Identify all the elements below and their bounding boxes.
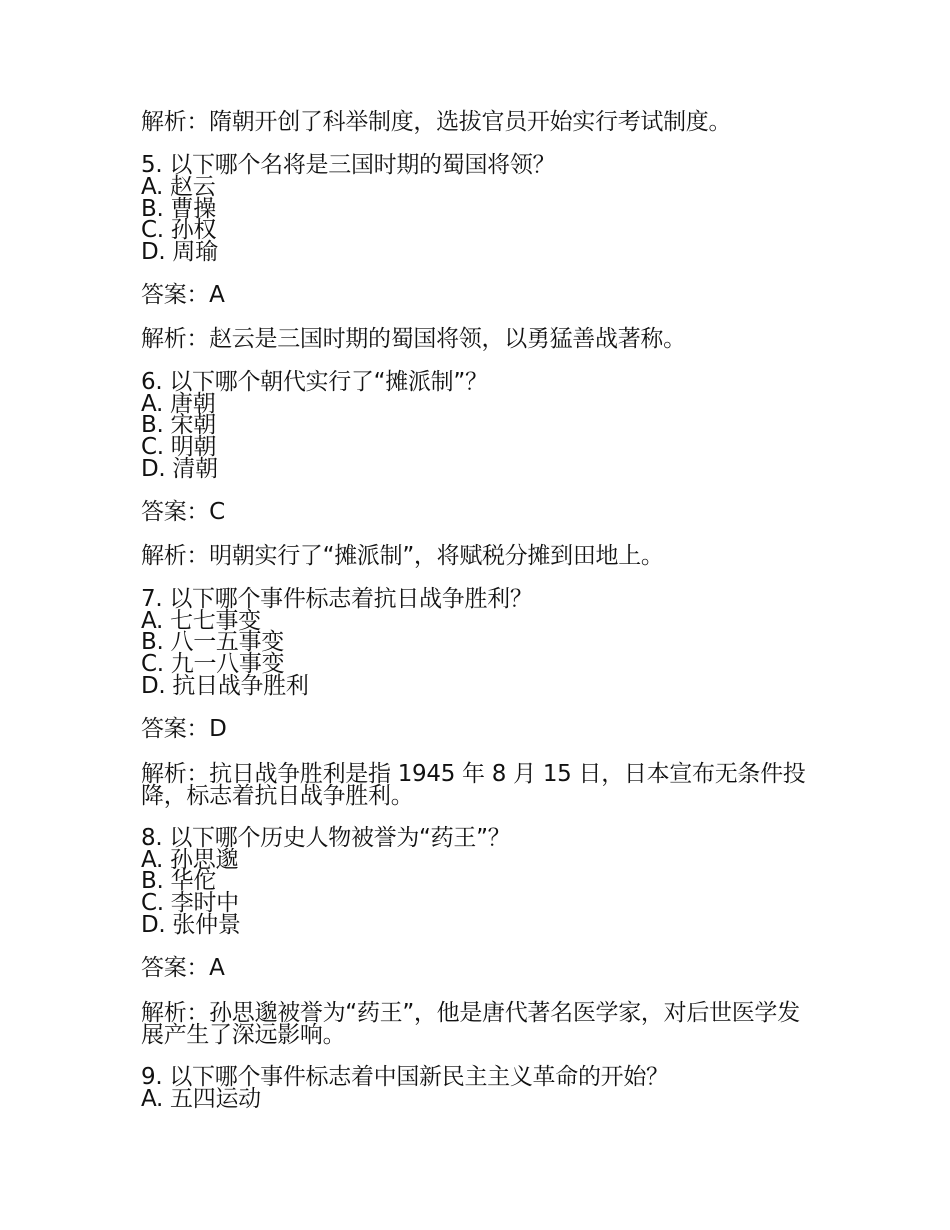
answer-option: C. 李时中 bbox=[141, 890, 239, 916]
answer-option: C. 明朝 bbox=[141, 434, 217, 460]
explanation-text: 解析：抗日战争胜利是指 1945 年 8 月 15 日，日本宣布无条件投降，标志着抗日战争胜利。 bbox=[141, 761, 806, 809]
answer-option: B. 八一五事变 bbox=[141, 629, 285, 655]
answer-option: A. 赵云 bbox=[141, 174, 216, 200]
question-stem: 9. 以下哪个事件标志着中国新民主主义革命的开始？ bbox=[141, 1064, 669, 1090]
answer-option: D. 抗日战争胜利 bbox=[141, 673, 309, 699]
answer-option: A. 孙思邈 bbox=[141, 847, 239, 873]
question-stem: 8. 以下哪个历史人物被誉为“药王”？ bbox=[141, 825, 511, 851]
answer-option: B. 华佗 bbox=[141, 868, 216, 894]
answer-option: A. 五四运动 bbox=[141, 1086, 261, 1112]
explanation-text: 解析：明朝实行了“摊派制”，将赋税分摊到田地上。 bbox=[141, 543, 664, 569]
answer-key: 答案：D bbox=[141, 716, 227, 742]
answer-option: D. 张仲景 bbox=[141, 912, 241, 938]
answer-option: C. 孙权 bbox=[141, 217, 217, 243]
question-stem: 6. 以下哪个朝代实行了“摊派制”？ bbox=[141, 369, 488, 395]
answer-key: 答案：C bbox=[141, 499, 225, 525]
question-stem: 7. 以下哪个事件标志着抗日战争胜利？ bbox=[141, 586, 533, 612]
explanation-text: 解析：赵云是三国时期的蜀国将领，以勇猛善战著称。 bbox=[141, 326, 686, 352]
answer-option: D. 清朝 bbox=[141, 456, 218, 482]
document-page bbox=[141, 0, 831, 1230]
answer-option: B. 曹操 bbox=[141, 196, 216, 222]
answer-option: D. 周瑜 bbox=[141, 239, 218, 265]
answer-option: A. 唐朝 bbox=[141, 391, 216, 417]
answer-option: C. 九一八事变 bbox=[141, 651, 285, 677]
explanation-text: 解析：孙思邈被誉为“药王”，他是唐代著名医学家，对后世医学发展产生了深远影响。 bbox=[141, 1000, 800, 1048]
question-stem: 5. 以下哪个名将是三国时期的蜀国将领？ bbox=[141, 152, 556, 178]
answer-key: 答案：A bbox=[141, 282, 225, 308]
answer-option: B. 宋朝 bbox=[141, 412, 216, 438]
answer-option: A. 七七事变 bbox=[141, 608, 261, 634]
answer-key: 答案：A bbox=[141, 955, 225, 981]
explanation-text: 解析：隋朝开创了科举制度，选拔官员开始实行考试制度。 bbox=[141, 109, 732, 135]
